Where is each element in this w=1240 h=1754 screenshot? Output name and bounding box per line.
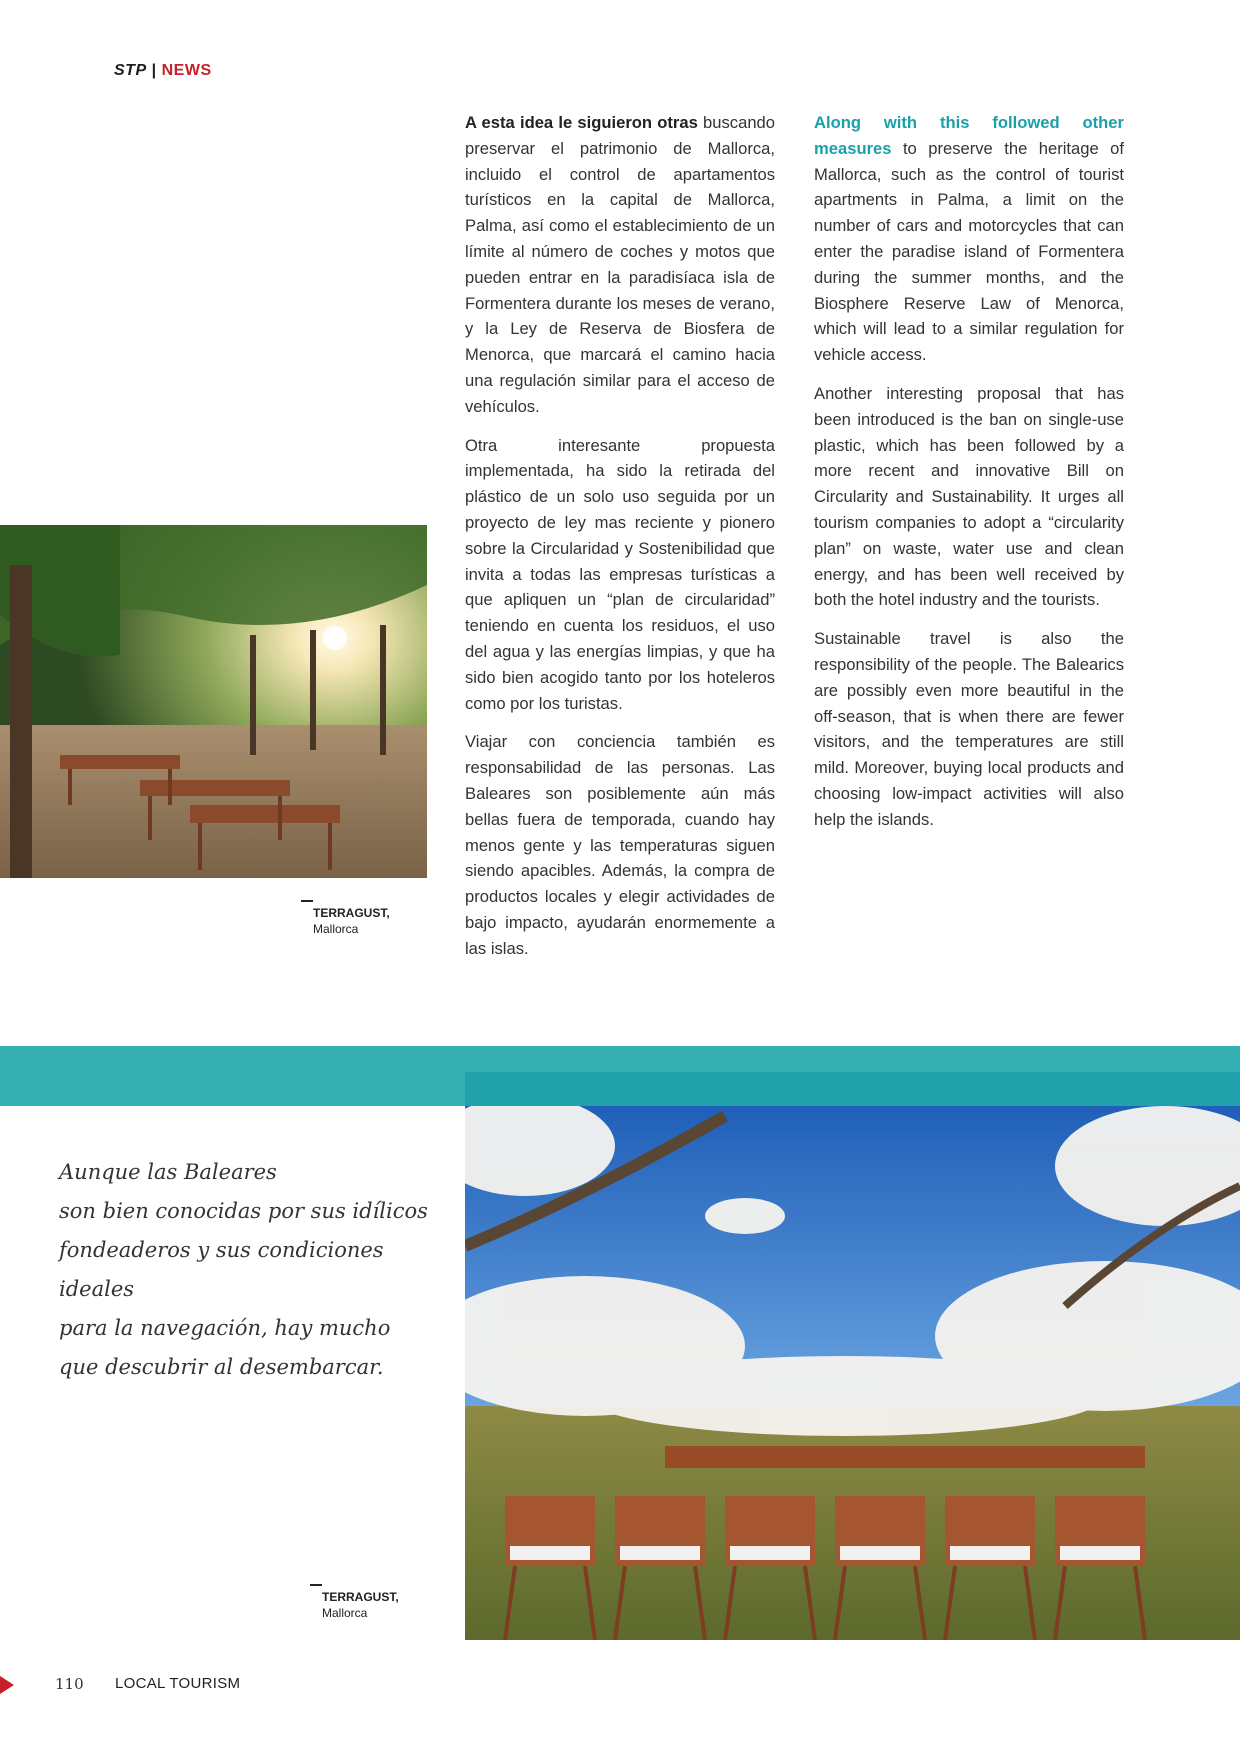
pull-quote	[59, 1153, 429, 1387]
orchard-caption	[322, 1584, 399, 1621]
pull-quote-line: Aunque las Baleares	[59, 1160, 277, 1184]
english-p1-text: to preserve the heritage of Mallorca, such as the control of tourist apartments in Palma, a limit on the number of cars and motorcycles that can enter the paradise island of Formentera during the summer months, and the Biosphere Reserve Law of Menorca, which will lead to a similar regulation for vehicle access.	[814, 138, 1124, 365]
pull-quote-line: para la navegación, hay mucho	[59, 1316, 391, 1340]
english-paragraph-3: Sustainable travel is also the responsibility of the people. The Balearics are possibly even more beautiful in the off-season, that is when there are fewer visitors, and the temperatures are still mild. Moreover, buying local products and choosing low-impact activities will also help the islands.	[814, 629, 1124, 829]
caption-place: TERRAGUST,	[313, 906, 390, 920]
caption-region: Mallorca	[313, 922, 359, 936]
footer-section-title: LOCAL TOURISM	[115, 1675, 241, 1692]
caption-region: Mallorca	[322, 1606, 368, 1620]
caption-dash	[310, 1584, 322, 1586]
brand-name: STP	[114, 62, 147, 79]
pull-quote-line: que descubrir al desembarcar.	[59, 1355, 384, 1379]
caption-place: TERRAGUST,	[322, 1590, 399, 1604]
vineyard-caption	[313, 900, 390, 937]
vineyard-dining-photo	[0, 525, 427, 878]
spanish-column	[465, 110, 775, 975]
triangle-arrow-icon	[0, 1676, 14, 1694]
caption-dash	[301, 900, 313, 902]
orchard-dining-photo	[465, 1106, 1240, 1640]
magazine-logo	[114, 62, 212, 80]
teal-band-overlay	[465, 1072, 1240, 1106]
spanish-paragraph-2: Otra interesante propuesta implementada, ha sido la retirada del plástico de un solo uso seguida por un proyecto de ley mas reciente y pionero sobre la Circularidad y Sostenibilidad que invita a todas las empresas turísticas a que apliquen un “plan de circularidad” teniendo en cuenta los residuos, el uso del agua y las energías limpias, y que ha sido bien acogido tanto por los hoteleros como por los turistas.	[465, 435, 775, 713]
page-footer	[0, 1672, 400, 1696]
spanish-paragraph-3: Viajar con conciencia también es responsabilidad de las personas. Las Baleares son posiblemente aún más bellas fuera de temporada, cuando hay menos gente y las temperaturas siguen siendo apacibles. Además, la compra de productos locales y elegir actividades de bajo impacto, ayudarán enormemente a las islas.	[465, 732, 775, 958]
english-lead: Along with this followed other measures	[814, 113, 1124, 158]
english-paragraph-2: Another interesting proposal that has been introduced is the ban on single-use plastic, which has been followed by a more recent and innovative Bill on Circularity and Sustainability. It urges all tourism companies to adopt a “circularity plan” on waste, water use and clean energy, and has been well received by both the hotel industry and the tourists.	[814, 383, 1124, 610]
english-paragraph-1	[814, 110, 1124, 368]
spanish-lead: A esta idea le siguieron otras	[465, 113, 698, 132]
logo-separator: |	[151, 62, 157, 79]
pull-quote-line: fondeaderos y sus condiciones ideales	[59, 1238, 384, 1301]
spanish-paragraph-1	[465, 110, 775, 420]
page-number: 110	[55, 1675, 84, 1693]
english-column	[814, 110, 1124, 846]
spanish-p1-text: buscando preservar el patrimonio de Mallorca, incluido el control de apartamentos turísticos en la capital de Mallorca, Palma, así como el establecimiento de un límite al número de coches y motos que pueden entrar en la paradisíaca isla de Formentera durante los meses de verano, y la Ley de Reserva de Biosfera de Menorca, que marcará el camino hacia una regulación similar para el acceso de vehículos.	[465, 113, 776, 416]
pull-quote-line: son bien conocidas por sus idílicos	[59, 1199, 428, 1223]
section-label: NEWS	[161, 62, 212, 79]
